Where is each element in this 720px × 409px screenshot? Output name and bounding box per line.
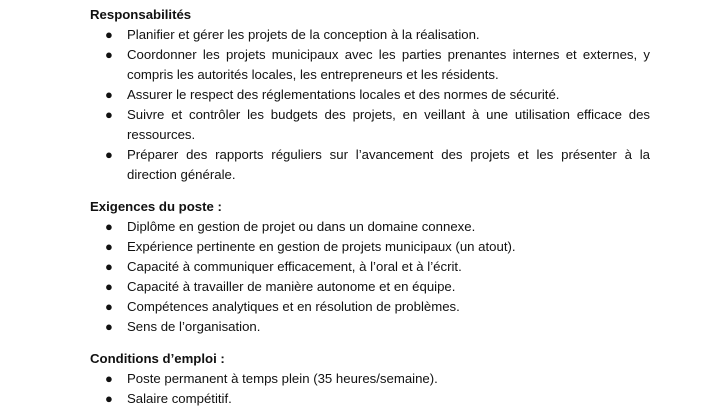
list-item-text: Préparer des rapports réguliers sur l’avancement des projets et les présenter à la direction générale. — [127, 147, 650, 182]
list-item — [90, 217, 650, 237]
bullet-icon: ● — [105, 107, 113, 122]
responsibilities-list — [90, 25, 650, 185]
list-item-text: Suivre et contrôler les budgets des projets, en veillant à une utilisation efficace des ressources. — [127, 107, 650, 142]
bullet-icon: ● — [105, 299, 113, 314]
list-item-text: Expérience pertinente en gestion de projets municipaux (un atout). — [127, 239, 516, 254]
bullet-icon: ● — [105, 87, 113, 102]
bullet-icon: ● — [105, 27, 113, 42]
list-item — [90, 297, 650, 317]
list-item — [90, 145, 650, 185]
bullet-icon: ● — [105, 279, 113, 294]
list-item-text: Poste permanent à temps plein (35 heures/semaine). — [127, 371, 438, 386]
list-item — [90, 237, 650, 257]
list-item — [90, 25, 650, 45]
bullet-icon: ● — [105, 239, 113, 254]
section-heading: Conditions d’emploi : — [90, 351, 225, 366]
list-item-text: Salaire compétitif. — [127, 391, 232, 406]
list-item-text: Capacité à communiquer efficacement, à l’oral et à l’écrit. — [127, 259, 462, 274]
list-item — [90, 257, 650, 277]
list-item — [90, 317, 650, 337]
list-item — [90, 389, 650, 409]
list-item-text: Compétences analytiques et en résolution de problèmes. — [127, 299, 460, 314]
list-item-text: Diplôme en gestion de projet ou dans un domaine connexe. — [127, 219, 476, 234]
bullet-icon: ● — [105, 391, 113, 406]
list-item — [90, 45, 650, 85]
list-item — [90, 369, 650, 389]
list-item — [90, 277, 650, 297]
bullet-icon: ● — [105, 147, 113, 162]
bullet-icon: ● — [105, 319, 113, 334]
section-exigences — [90, 197, 650, 337]
list-item-text: Coordonner les projets municipaux avec les parties prenantes internes et externes, y compris les autorités locales, les entrepreneurs et les résidents. — [127, 47, 650, 82]
bullet-icon: ● — [105, 47, 113, 62]
list-item — [90, 105, 650, 145]
bullet-icon: ● — [105, 259, 113, 274]
section-heading: Exigences du poste : — [90, 199, 222, 214]
section-heading: Responsabilités — [90, 7, 192, 22]
section-responsabilites — [90, 5, 650, 185]
list-item-text: Capacité à travailler de manière autonome et en équipe. — [127, 279, 456, 294]
list-item-text: Planifier et gérer les projets de la conception à la réalisation. — [127, 27, 480, 42]
bullet-icon: ● — [105, 371, 113, 386]
list-item-text: Sens de l’organisation. — [127, 319, 261, 334]
list-item-text: Assurer le respect des réglementations locales et des normes de sécurité. — [127, 87, 560, 102]
section-conditions — [90, 349, 650, 409]
list-item — [90, 85, 650, 105]
conditions-list — [90, 369, 650, 409]
bullet-icon: ● — [105, 219, 113, 234]
requirements-list — [90, 217, 650, 337]
